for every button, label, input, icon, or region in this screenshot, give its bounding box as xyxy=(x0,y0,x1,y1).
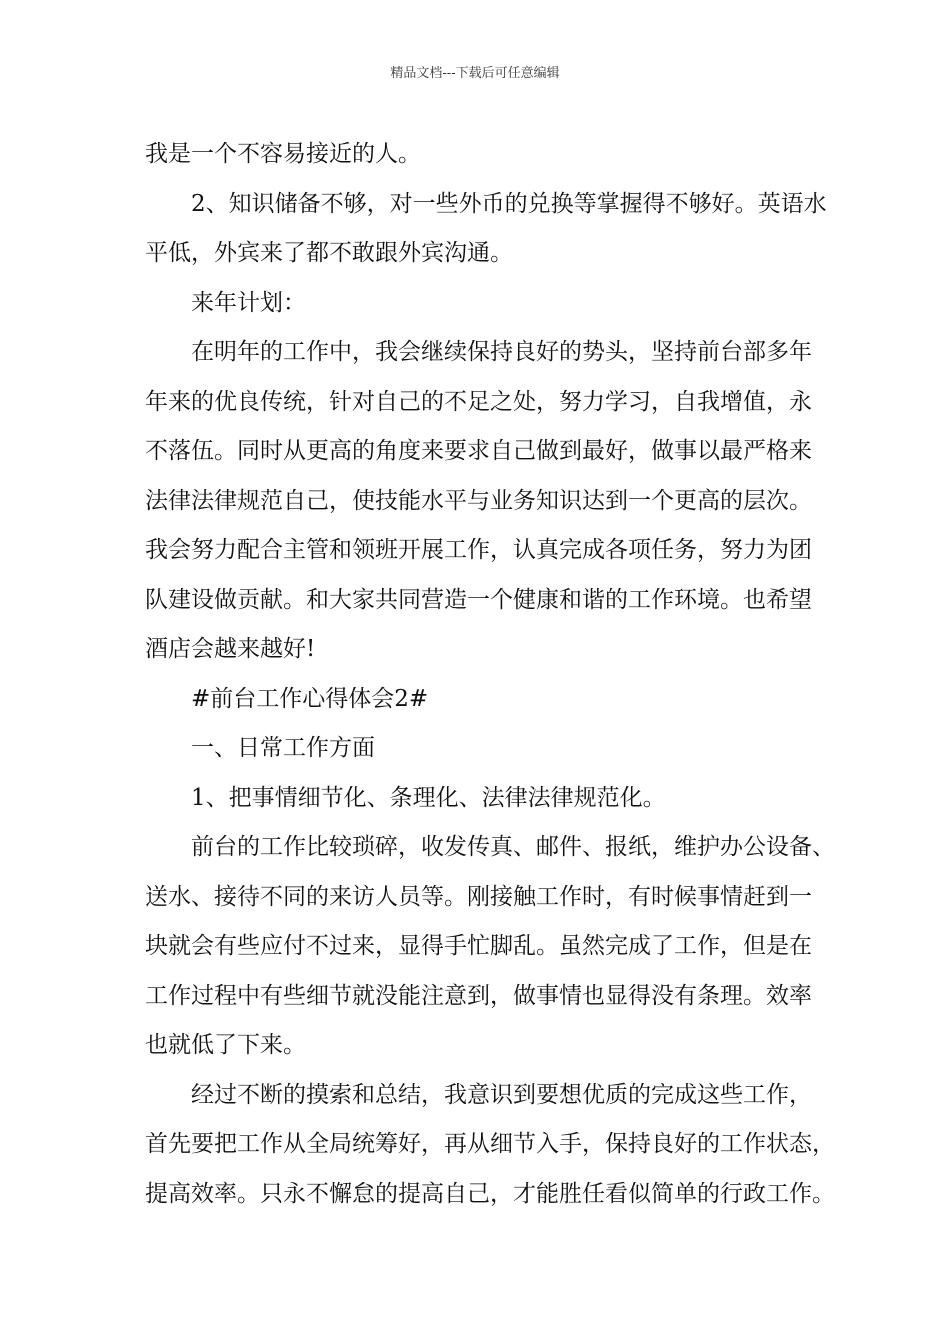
text-line: 送水、接待不同的来访人员等。刚接触工作时，有时候事情赶到一 xyxy=(145,883,812,910)
text-line: 1、把事情细节化、条理化、法律法律规范化。 xyxy=(191,784,666,811)
text-line: 经过不断的摸索和总结，我意识到要想优质的完成这些工作， xyxy=(191,1081,812,1108)
document-body xyxy=(145,130,835,1219)
section-heading: #前台工作心得体会2# xyxy=(191,685,429,712)
text-line: 前台的工作比较琐碎，收发传真、邮件、报纸，维护办公设备、 xyxy=(191,834,835,860)
text-line: 也就低了下来。 xyxy=(145,1032,306,1058)
text-line: 工作过程中有些细节就没能注意到，做事情也显得没有条理。效率 xyxy=(145,982,812,1009)
text-line: 年来的优良传统，针对自己的不足之处，努力学习，自我增值，永 xyxy=(145,388,812,415)
section-heading: 一、日常工作方面 xyxy=(191,735,375,761)
text-line: 在明年的工作中，我会继续保持良好的势头，坚持前台部多年 xyxy=(191,339,812,365)
text-line: 我会努力配合主管和领班开展工作，认真完成各项任务，努力为团 xyxy=(145,537,812,563)
text-line: 酒店会越来越好! xyxy=(145,636,316,662)
text-line: 首先要把工作从全局统筹好，再从细节入手，保持良好的工作状态， xyxy=(145,1131,835,1157)
page-header: 精品文档---下载后可任意编辑 xyxy=(390,66,560,81)
text-line: 2、知识储备不够，对一些外币的兑换等掌握得不够好。英语水 xyxy=(191,190,827,217)
text-line: 块就会有些应付不过来，显得手忙脚乱。虽然完成了工作，但是在 xyxy=(145,933,812,959)
text-line: 我是一个不容易接近的人。 xyxy=(145,141,421,167)
text-line: 不落伍。同时从更高的角度来要求自己做到最好，做事以最严格来 xyxy=(145,438,812,464)
text-line: 平低，外宾来了都不敢跟外宾沟通。 xyxy=(145,240,513,266)
text-line: 法律法律规范自己，使技能水平与业务知识达到一个更高的层次。 xyxy=(145,487,812,514)
text-line: 队建设做贡献。和大家共同营造一个健康和谐的工作环境。也希望 xyxy=(145,586,812,613)
section-heading: 来年计划： xyxy=(191,289,306,316)
text-line: 提高效率。只永不懈怠的提高自己，才能胜任看似简单的行政工作。 xyxy=(145,1180,835,1207)
